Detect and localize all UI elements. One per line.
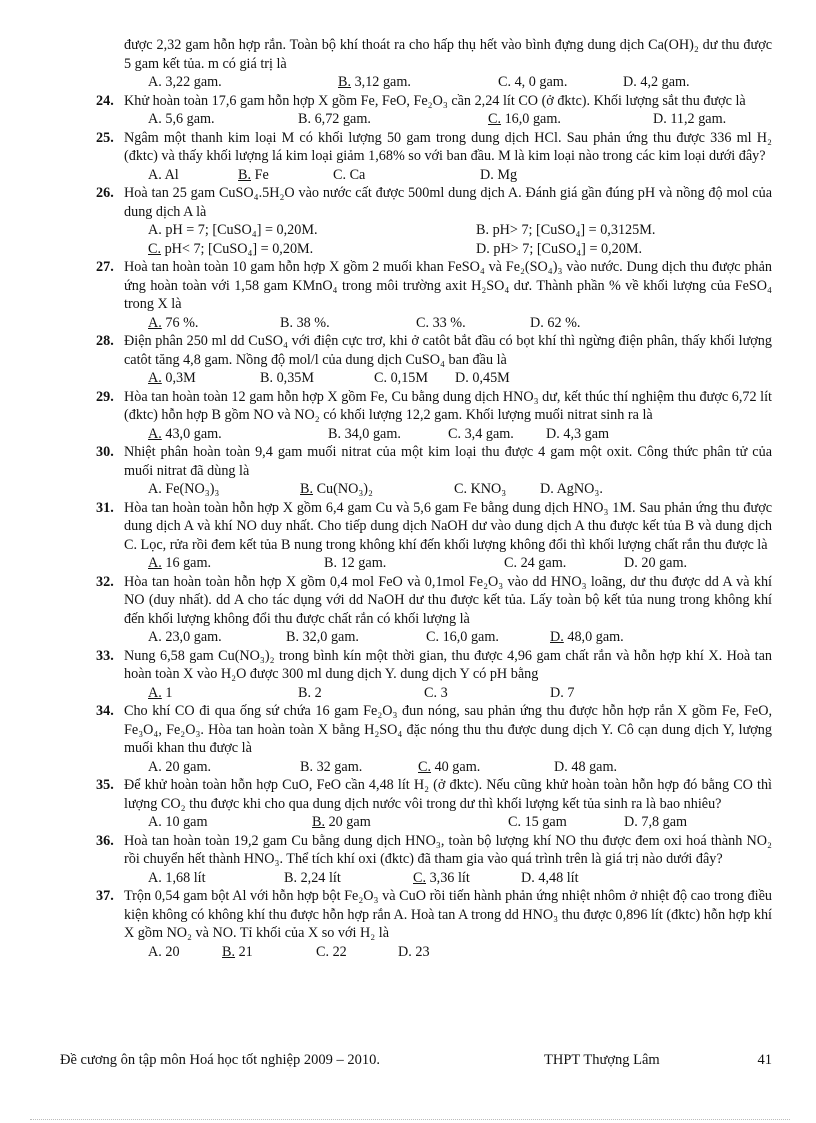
option-text: 23 [415,943,430,960]
question-number: 25. [96,129,114,146]
answer-options [96,628,772,647]
answer-option [148,110,215,129]
question-item [96,573,772,647]
option-text: 11,2 gam. [670,111,727,127]
option-text: 20 gam. [641,555,688,571]
question-stem: Nung 6,58 gam Cu(NO₃)₂ trong bình kín một thời gian, thu được 4,96 gam chất rắn và hỗn hợp khí X. Hoà tan hoàn toàn X vào H₂O được 300 ml dung dịch Y. dung dịch Y có pH bằng [124,647,772,682]
option-letter: A. [148,629,162,645]
option-text: 2 [314,684,322,701]
question-item [96,332,772,388]
option-letter: B. [300,758,314,775]
question-item [96,184,772,258]
option-text: 3,12 gam. [354,74,411,90]
answer-option [398,943,430,962]
option-text: 10 gam [165,814,208,830]
option-text: 20 gam. [165,758,212,775]
question-stem: Nhiệt phân hoàn toàn 9,4 gam muối nitrat của một kim loại thu được 4 gam một oxit. Công thức phân tử của muối nitrat đã dùng là [124,444,772,479]
answer-option [623,73,690,92]
option-letter: C. [504,555,518,571]
question-number: 32. [96,573,114,590]
option-letter: B. [324,555,338,571]
option-letter: C. [374,370,388,386]
answer-option [530,314,580,333]
option-text: 7 [567,684,575,701]
option-text: pH> 7; [CuSO₄] = 0,20M. [493,240,642,257]
option-letter: A. [148,370,162,386]
option-letter: D. [554,758,568,775]
answer-option [300,480,373,499]
answer-options [96,221,772,240]
option-letter: B. [298,111,312,127]
question-stem: Hoà tan hoàn toàn 10 gam hỗn hợp X gồm 2 muối khan FeSO₄ và Fe₂(SO₄)₃ vào nước. Dung dịch thu được phản ứng hoàn toàn với 1,58 gam KMnO₄ trong môi trường axit H₂SO₄ dư. Thành phần % về khối lượng của FeSO₄ trong X là [124,259,772,312]
option-letter: A. [148,74,162,90]
question-item [96,702,772,776]
question-number: 31. [96,499,114,516]
question-item [96,129,772,185]
option-text: 0,3M [165,370,196,386]
question-item [96,776,772,832]
answer-option [418,758,480,777]
answer-option [148,240,313,259]
footer-school: THPT Thượng Lâm [544,1052,660,1068]
option-text: 43,0 gam. [165,425,222,442]
option-letter: A. [148,684,162,701]
option-text: 0,35M [276,370,315,386]
answer-option [260,369,314,388]
answer-option [298,110,371,129]
option-letter: B. [222,943,236,960]
answer-option [426,628,499,647]
question-stem: Hòa tan hoàn toàn hỗn hợp X gồm 6,4 gam Cu và 5,6 gam Fe bằng dung dịch HNO₃ 1M. Sau phản ứng thu được dung dịch A và khí NO duy nhất. Cho tiếp dung dịch NaOH dư vào dung dịch A thu được kết tủa B và dung dịch C. Lọc, rửa rồi đem kết tủa B nung trong không khí đến khối lượng không đổi thì khối lượng chất rắn thu được là [124,499,772,553]
option-letter: B. [280,314,294,331]
question-item [96,36,772,92]
option-text: Fe [254,166,269,183]
option-text: 3,36 lít [429,869,470,886]
option-letter: D. [521,869,535,886]
option-letter: D. [624,814,638,830]
answer-options [96,758,772,777]
footer-title: Đề cương ôn tập môn Hoá học tốt nghiệp 2009 – 2010. [60,1052,380,1068]
question-stem: Hòa tan hoàn toàn hỗn hợp X gồm 0,4 mol FeO và 0,1mol Fe₂O₃ vào dd HNO₃ loãng, dư thu được dd A và khí NO (duy nhất). dd A cho tác dụng với dd NaOH dư thu được kết tủa. Lấy toàn bộ kết tủa nung trong không khí đến khối lượng không đổi thu được chất rắn có khối lượng là [124,573,772,627]
answer-options [96,943,772,962]
option-letter: A. [148,555,162,571]
question-item [96,832,772,888]
answer-options [96,240,772,259]
option-text: 7,8 gam [641,814,688,830]
answer-option [624,554,687,573]
question-number: 27. [96,259,114,275]
question-number: 24. [96,92,114,109]
question-number: 37. [96,888,114,904]
option-text: Al [164,166,179,183]
option-text: KNO₃ [470,481,507,497]
option-text: 32 gam. [316,758,363,775]
answer-options [96,166,772,185]
option-text: 4,2 gam. [640,74,690,90]
answer-option [338,73,411,92]
answer-options [96,869,772,888]
answer-option [624,813,687,832]
option-text: 20 gam [328,814,371,830]
answer-option [333,166,365,185]
question-stem: Ngâm một thanh kim loại M có khối lượng 50 gam trong dung dịch HCl. Sau phản ứng thu được 336 ml H₂ (đktc) và thấy khối lượng lá kim loại giảm 1,68% so với ban đầu. M là kim loại nào trong các kim loại dưới đây? [124,129,772,164]
question-stem: Điện phân 250 ml dd CuSO₄ với điện cực trơ, khi ở catôt bắt đầu có bọt khí thì ngừng điện phân, thấy khối lượng catôt tăng 4,8 gam. Nồng độ mol/l của dung dịch CuSO₄ ban đầu là [124,333,772,368]
answer-option [148,221,318,240]
option-text: Mg [497,166,518,183]
answer-option [488,110,561,129]
option-letter: C. [418,758,432,775]
answer-option [540,480,603,499]
option-letter: D. [455,370,469,386]
question-stem: Hòa tan hoàn toàn 12 gam hỗn hợp X gồm Fe, Cu bằng dung dịch HNO₃ dư, kết thúc thí nghiệm thu được 6,72 lít (đktc) hỗn hợp B gồm NO và NO₂ có khối lượng 12,2 gam. Khối lượng muối nitrat sinh ra là [124,388,772,423]
question-item [96,647,772,703]
answer-option [286,628,359,647]
answer-option [280,314,330,333]
option-text: 12 gam. [340,555,387,571]
option-letter: D. [480,166,494,183]
answer-option [148,314,198,333]
option-text: 4, 0 gam. [514,74,568,90]
option-letter: D. [530,314,544,331]
question-number: 36. [96,832,114,849]
option-text: Fe(NO₃)₃ [165,481,220,497]
option-letter: D. [546,425,560,442]
answer-option [454,480,506,499]
answer-option [424,684,448,703]
option-text: 62 %. [547,314,581,331]
option-text: 23,0 gam. [165,629,222,645]
question-item [96,499,772,573]
question-item [96,92,772,129]
option-text: 4,3 gam [563,425,610,442]
option-letter: A. [148,758,162,775]
option-text: Ca [349,166,366,183]
question-stem: Khử hoàn toàn 17,6 gam hỗn hợp X gồm Fe, FeO, Fe₂O₃ cần 2,24 lít CO (ở đktc). Khối lượng sắt thu được là [124,92,746,109]
option-letter: C. [426,629,440,645]
answer-options [96,684,772,703]
option-letter: D. [550,684,564,701]
answer-option [504,554,566,573]
option-text: 48,0 gam. [567,629,624,645]
question-number: 33. [96,647,114,664]
question-number: 28. [96,333,114,349]
answer-option [324,554,386,573]
question-item [96,443,772,499]
option-letter: C. [333,166,347,183]
answer-options [96,369,772,388]
option-letter: A. [148,869,162,886]
answer-option [374,369,428,388]
option-text: 3,4 gam. [464,425,514,442]
page-number: 41 [757,1052,772,1068]
answer-options [96,314,772,333]
page-footer [60,1052,772,1069]
question-stem: Hoà tan 25 gam CuSO₄.5H₂O vào nước cất được 500ml dung dịch A. Đánh giá gần đúng pH và nồng độ mol của dung dịch A là [124,185,772,220]
option-text: 0,15M [390,370,429,386]
option-text: 3 [440,684,448,701]
answer-option [416,314,466,333]
option-letter: C. [148,240,162,257]
option-letter: B. [298,684,312,701]
option-letter: A. [148,166,162,183]
option-text: 16,0 gam. [504,111,561,127]
answer-option [148,943,180,962]
option-letter: B. [286,629,300,645]
answer-option [312,813,371,832]
option-text: 24 gam. [520,555,567,571]
answer-option [550,628,624,647]
answer-option [316,943,347,962]
option-letter: C. [316,943,330,960]
answer-option [148,480,219,499]
option-letter: D. [540,481,554,497]
option-text: 5,6 gam. [165,111,215,127]
answer-options [96,425,772,444]
answer-option [550,684,574,703]
option-letter: D. [653,111,667,127]
footer-divider [30,1119,790,1120]
option-letter: C. [498,74,512,90]
option-text: 2,24 lít [300,869,341,886]
answer-option [148,684,172,703]
answer-option [148,425,222,444]
answer-option [148,758,211,777]
question-item [96,258,772,332]
option-letter: B. [338,74,352,90]
option-text: 20 [165,943,180,960]
option-letter: D. [550,629,564,645]
question-list [96,36,772,961]
option-letter: D. [476,240,490,257]
answer-options [96,73,772,92]
option-text: 76 %. [165,314,199,331]
option-letter: D. [398,943,412,960]
answer-option [300,758,362,777]
question-number: 35. [96,777,114,793]
question-stem: Để khử hoàn toàn hỗn hợp CuO, FeO cần 4,48 lít H₂ (ở đktc). Nếu cũng khử hoàn toàn hỗn hợp đó bằng CO thì lượng CO₂ thu được khi cho qua dung dịch nước vôi trong dư thì khối lượng kết tủa sinh ra là bao nhiêu? [124,777,772,812]
answer-option [238,166,269,185]
option-letter: B. [260,370,274,386]
answer-option [480,166,517,185]
option-text: 3,22 gam. [165,74,222,90]
question-item [96,388,772,444]
option-letter: C. [413,869,427,886]
answer-option [546,425,609,444]
option-letter: C. [454,481,468,497]
option-text: 1,68 lít [165,869,206,886]
question-number: 29. [96,388,114,405]
option-text: 16,0 gam. [442,629,499,645]
option-text: pH> 7; [CuSO₄] = 0,3125M. [492,222,656,238]
answer-option [284,869,341,888]
question-stem: Hoà tan hoàn toàn 19,2 gam Cu bằng dung dịch HNO₃, toàn bộ lượng khí NO thu được đem oxi hoá thành NO₂ rồi chuyển hết thành HNO₃. Thể tích khí oxi (đktc) đã tham gia vào quá trình trên là giá trị nào dưới đây? [124,832,772,867]
question-number: 26. [96,185,114,201]
answer-option [148,369,196,388]
answer-option [222,943,253,962]
answer-option [298,684,322,703]
question-stem: được 2,32 gam hỗn hợp rắn. Toàn bộ khí thoát ra cho hấp thụ hết vào bình đựng dung dịch Ca(OH)₂ dư thu được 5 gam kết tủa. m có giá trị là [124,37,772,72]
option-text: 40 gam. [434,758,481,775]
question-number: 30. [96,444,114,460]
answer-option [653,110,726,129]
answer-option [476,221,655,240]
option-text: 34,0 gam. [344,425,401,442]
option-letter: C. [416,314,430,331]
option-text: 22 [332,943,347,960]
option-text: 38 %. [296,314,330,331]
answer-option [455,369,510,388]
option-letter: B. [238,166,252,183]
option-letter: D. [624,555,638,571]
question-stem: Trộn 0,54 gam bột Al với hỗn hợp bột Fe₂O₃ và CuO rồi tiến hành phản ứng nhiệt nhôm ở nhiệt độ cao trong điều kiện không có không khí thu được hỗn hợp rắn A. Hoà tan A trong dd HNO₃ thu được 0,896 lít (đktc) hỗn hợp khí X gồm NO₂ và NO. Tỉ khối của X so với H₂ là [124,888,772,941]
option-text: 1 [165,684,173,701]
answer-option [328,425,401,444]
option-text: 48 gam. [571,758,618,775]
option-text: 32,0 gam. [302,629,359,645]
question-stem: Cho khí CO đi qua ống sứ chứa 16 gam Fe₂O₃ đun nóng, sau phản ứng thu được hỗn hợp rắn X gồm Fe, FeO, Fe₃O₄, Fe₂O₃. Hòa tan hoàn toàn X bằng H₂SO₄ đặc nóng thu thu được dung dịch Y. Cô cạn dung dịch Y, lượng muối khan thu được là [124,703,772,756]
answer-option [476,240,642,259]
answer-options [96,813,772,832]
question-number: 34. [96,703,114,719]
option-letter: A. [148,314,162,331]
option-letter: C. [508,814,522,830]
answer-option [148,628,222,647]
answer-option [498,73,567,92]
answer-option [148,554,211,573]
option-letter: A. [148,111,162,127]
option-text: 15 gam [524,814,567,830]
option-text: 16 gam. [165,555,212,571]
answer-option [148,813,208,832]
answer-option [148,73,222,92]
option-letter: B. [284,869,298,886]
option-letter: B. [476,222,490,238]
option-letter: B. [328,425,342,442]
option-letter: C. [488,111,502,127]
option-text: pH = 7; [CuSO₄] = 0,20M. [165,222,318,238]
option-text: 33 %. [432,314,466,331]
option-text: Cu(NO₃)₂ [316,481,373,497]
option-text: AgNO₃. [556,481,603,497]
answer-option [554,758,617,777]
option-text: 4,48 lít [538,869,579,886]
answer-option [148,869,206,888]
option-letter: A. [148,222,162,238]
option-letter: D. [623,74,637,90]
option-text: pH< 7; [CuSO₄] = 0,20M. [164,240,314,257]
option-letter: C. [424,684,438,701]
answer-option [148,166,179,185]
answer-options [96,480,772,499]
option-letter: A. [148,814,162,830]
answer-option [521,869,579,888]
option-text: 0,45M [472,370,510,386]
option-text: 21 [238,943,253,960]
answer-option [448,425,514,444]
option-letter: A. [148,481,162,497]
option-letter: A. [148,943,162,960]
option-letter: C. [448,425,462,442]
option-letter: A. [148,425,162,442]
question-item [96,887,772,961]
answer-option [508,813,567,832]
answer-options [96,110,772,129]
option-letter: B. [300,481,314,497]
option-text: 6,72 gam. [314,111,371,127]
answer-options [96,554,772,573]
answer-option [413,869,470,888]
option-letter: B. [312,814,326,830]
